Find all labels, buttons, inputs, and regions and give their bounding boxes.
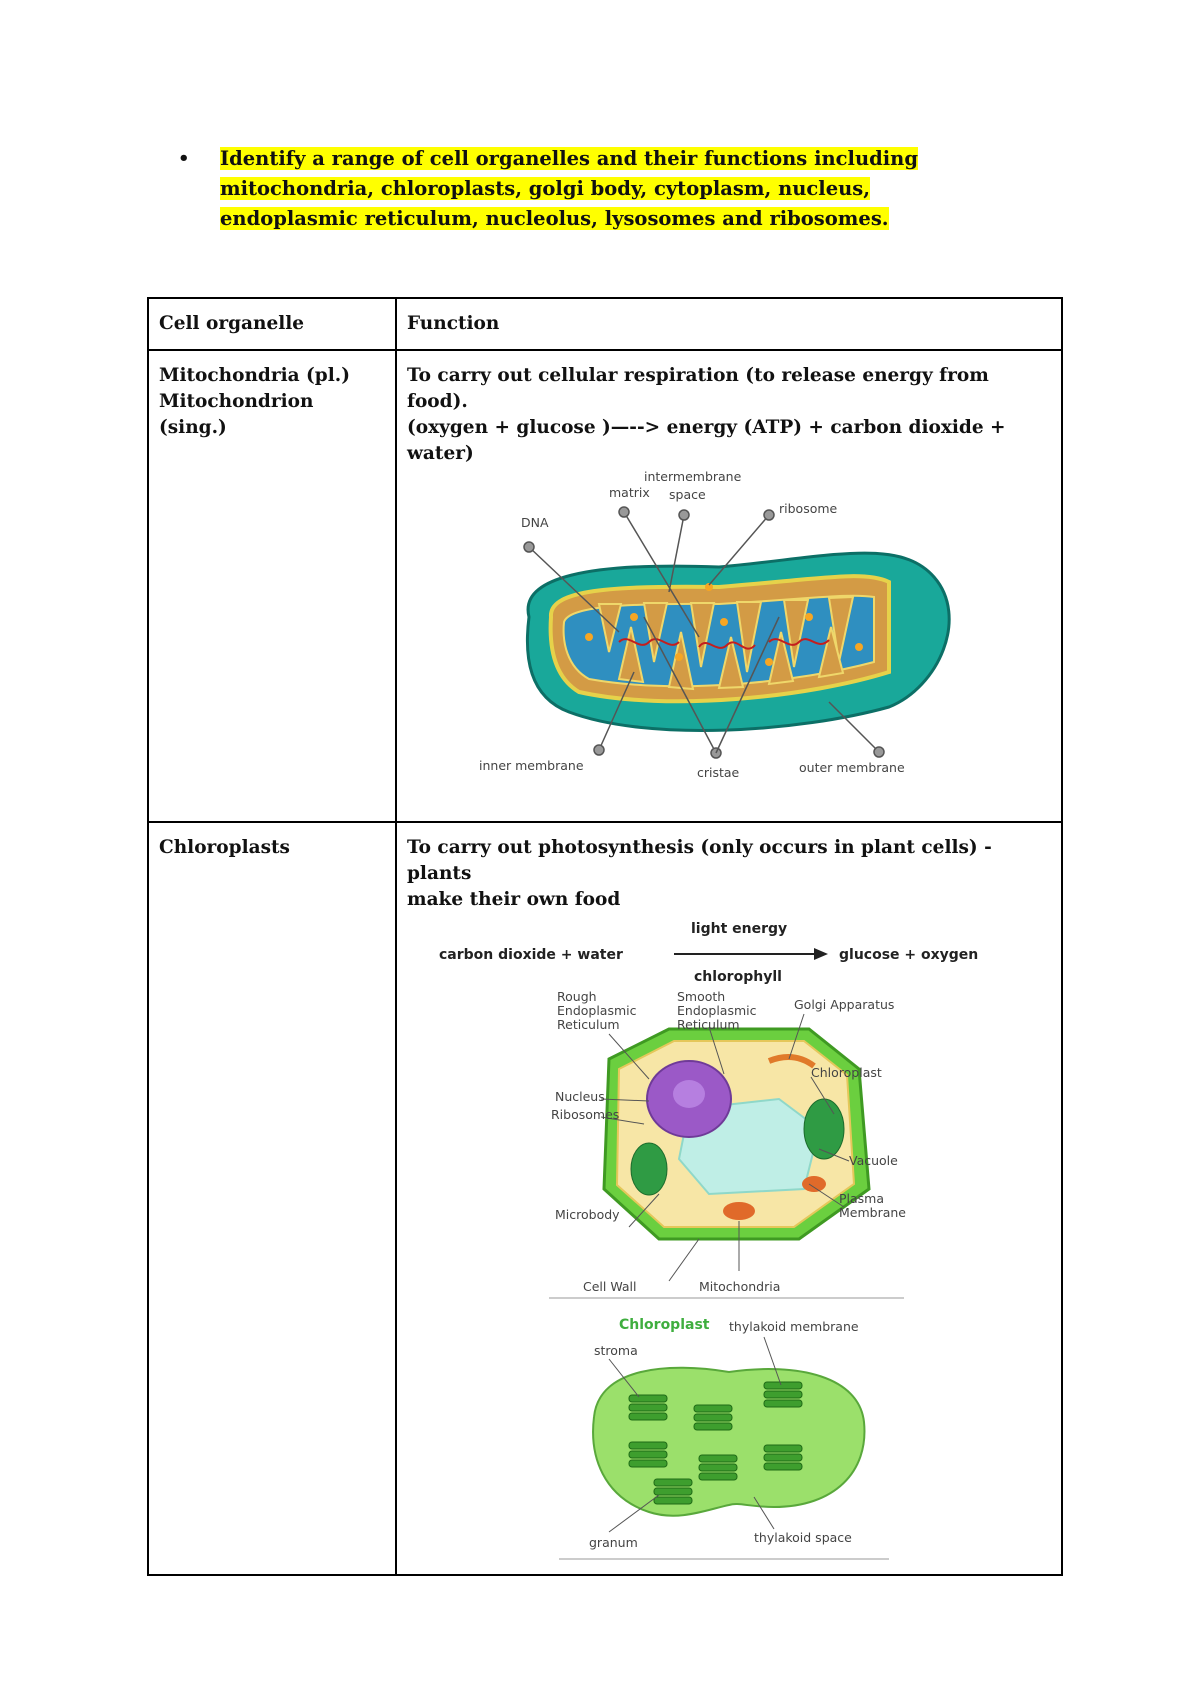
learning-objective xyxy=(180,144,1000,234)
header-cell-function: Function xyxy=(396,298,1062,350)
label-inner-membrane: inner membrane xyxy=(479,758,584,773)
label-vacuole: Vacuole xyxy=(849,1153,898,1168)
label-rough-1: Rough xyxy=(557,989,597,1004)
objective-text: Identify a range of cell organelles and their functions including mitochondria, chloroplasts, golgi body, cytoplasm, nucleus, endoplasmic reticulum, nucleolus, lysosomes and ribosomes. xyxy=(220,147,918,230)
label-mitochondria: Mitochondria xyxy=(699,1279,781,1294)
label-outer-membrane: outer membrane xyxy=(799,760,905,775)
organelle-cell xyxy=(148,350,396,822)
bullet-icon: • xyxy=(178,148,190,169)
plant-cell-diagram xyxy=(549,989,909,1299)
equation-chlorophyll: chlorophyll xyxy=(694,969,782,985)
table-header-row xyxy=(148,298,1062,350)
label-intermembrane: intermembrane xyxy=(644,469,742,484)
label-stroma: stroma xyxy=(594,1343,638,1358)
label-cristae: cristae xyxy=(697,765,740,780)
label-rough-3: Reticulum xyxy=(557,1017,620,1032)
label-thylakoid-membrane: thylakoid membrane xyxy=(729,1319,859,1334)
organelle-name-plural: Mitochondria (pl.) xyxy=(159,365,350,386)
chloroplast-diagram xyxy=(559,1307,899,1562)
equation-products: glucose + oxygen xyxy=(839,947,979,963)
label-matrix: matrix xyxy=(609,485,650,500)
table-row xyxy=(148,350,1062,822)
label-smooth-3: Reticulum xyxy=(677,1017,740,1032)
organelle-name-singular: Mitochondrion (sing.) xyxy=(159,391,314,438)
label-smooth-2: Endoplasmic xyxy=(677,1003,757,1018)
label-golgi: Golgi Apparatus xyxy=(794,997,895,1012)
label-chloroplast: Chloroplast xyxy=(811,1065,882,1080)
label-plasma-2: Membrane xyxy=(839,1205,906,1220)
label-ribosome: ribosome xyxy=(779,501,838,516)
table-row xyxy=(148,822,1062,1575)
function-cell xyxy=(396,350,1062,822)
label-thylakoid-space: thylakoid space xyxy=(754,1530,852,1545)
label-ribosomes: Ribosomes xyxy=(551,1107,620,1122)
respiration-equation: (oxygen + glucose )—--> energy (ATP) + carbon dioxide + water) xyxy=(407,417,1006,464)
label-rough-2: Endoplasmic xyxy=(557,1003,637,1018)
label-dna: DNA xyxy=(521,515,549,530)
label-microbody: Microbody xyxy=(555,1207,620,1222)
arrow-head-icon xyxy=(814,948,828,960)
equation-reactants: carbon dioxide + water xyxy=(439,947,623,963)
function-description: To carry out cellular respiration (to release energy from food). xyxy=(407,365,989,412)
organelle-table xyxy=(147,297,1063,1576)
label-space: space xyxy=(669,487,706,502)
chloroplast-title: Chloroplast xyxy=(619,1317,710,1333)
label-granum: granum xyxy=(589,1535,638,1550)
label-cell-wall: Cell Wall xyxy=(583,1279,637,1294)
organelle-cell: Chloroplasts xyxy=(148,822,396,1575)
equation-light-energy: light energy xyxy=(691,921,788,937)
mitochondrion-diagram xyxy=(469,467,989,807)
function-description-cont: make their own food xyxy=(407,889,621,910)
label-smooth-1: Smooth xyxy=(677,989,726,1004)
header-cell-organelle: Cell organelle xyxy=(148,298,396,350)
function-cell xyxy=(396,822,1062,1575)
photosynthesis-equation xyxy=(429,919,1029,989)
label-plasma-1: Plasma xyxy=(839,1191,885,1206)
function-description: To carry out photosynthesis (only occurs in plant cells) - plants xyxy=(407,837,992,884)
label-nucleus: Nucleus xyxy=(555,1089,605,1104)
